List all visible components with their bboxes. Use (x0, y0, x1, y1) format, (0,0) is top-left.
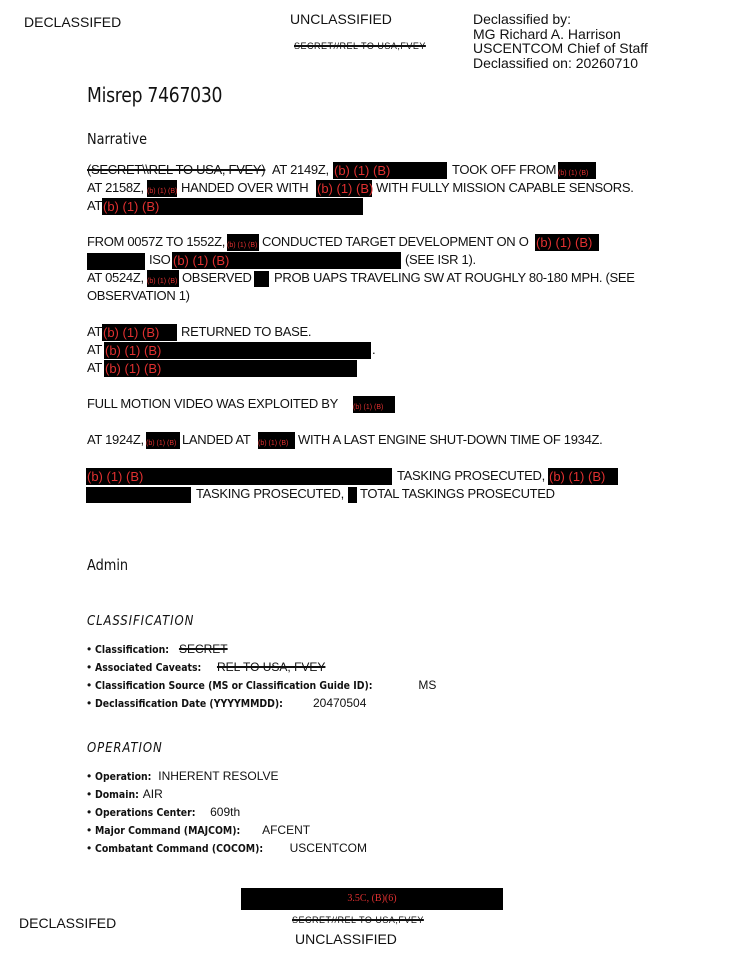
declassified-marking-top: DECLASSIFED (24, 14, 122, 30)
page-title: Misrep 7467030 (87, 83, 223, 107)
list-item: • Classification: SECRET (87, 642, 228, 656)
narrative-text: FULL MOTION VIDEO WAS EXPLOITED BY (87, 396, 339, 411)
redaction-label: (b) (1) (B) (173, 253, 230, 268)
redaction-block (147, 180, 177, 197)
narrative-text: TASKING PROSECUTED, (196, 486, 344, 501)
narrative-text: (SEE ISR 1). (405, 252, 476, 267)
narrative-text: AT 2149Z, (272, 162, 329, 177)
footer-redaction-label: 3.5C, (B)(6) (347, 893, 397, 904)
operations-center-value: 609th (210, 805, 241, 819)
narrative-text: . (372, 342, 376, 357)
redaction-block (104, 342, 371, 359)
declassified-by-name: MG Richard A. Harrison (473, 26, 621, 42)
redaction-label: (b) (1) (B) (227, 242, 258, 249)
declassification-date-label: Declassification Date (YYYYMMDD): (94, 697, 283, 710)
redaction-block (86, 468, 392, 485)
majcom-label: Major Command (MAJCOM): (94, 824, 240, 837)
classification-label: Classification: (94, 643, 169, 656)
list-item: • Major Command (MAJCOM): AFCENT (87, 823, 311, 837)
domain-value: AIR (142, 787, 163, 801)
redaction-label: (b) (1) (B) (317, 181, 374, 196)
redaction-label: (b) (1) (B) (334, 163, 391, 178)
redaction-block (146, 432, 180, 449)
redaction-label: (b) (1) (B) (146, 440, 177, 447)
narrative-text: FROM 0057Z TO 1552Z, (87, 234, 226, 249)
redaction-block (548, 468, 618, 485)
struck-classification-bottom: SECRET//REL TO USA,FVEY (292, 915, 424, 925)
caveats-value: REL TO USA, FVEY (216, 660, 326, 674)
narrative-text: RETURNED TO BASE. (181, 324, 312, 339)
majcom-value: AFCENT (262, 823, 311, 837)
narrative-text: TASKING PROSECUTED, (397, 468, 545, 483)
narrative-heading: Narrative (87, 130, 148, 148)
declassified-by-label: Declassified by: (473, 11, 572, 27)
cocom-label: Combatant Command (COCOM): (94, 842, 263, 855)
redaction-label: (b) (1) (B) (103, 325, 160, 340)
narrative-text: TOOK OFF FROM (452, 162, 557, 177)
narrative-text: AT 0524Z, (87, 270, 144, 285)
redaction-block (104, 360, 357, 377)
narrative-text: OBSERVED (182, 270, 252, 285)
redaction-block (227, 234, 259, 251)
redaction-block (348, 487, 357, 503)
list-item: • Associated Caveats: REL TO USA, FVEY (87, 660, 326, 674)
declassified-by-title: USCENTCOM Chief of Staff (473, 40, 648, 56)
list-item: • Declassification Date (YYYYMMDD): 20470504 (87, 696, 367, 710)
redaction-block (333, 162, 447, 179)
caveats-label: Associated Caveats: (94, 661, 201, 674)
declassified-on: Declassified on: 20260710 (473, 55, 639, 71)
struck-classification-top: SECRET//REL TO USA,FVEY (294, 41, 426, 51)
redaction-block (535, 234, 599, 251)
narrative-text: WITH FULLY MISSION CAPABLE SENSORS. (376, 180, 634, 195)
narrative-text: TOTAL TASKINGS PROSECUTED (360, 486, 555, 501)
narrative-text: AT (87, 342, 103, 357)
declassification-date-value: 20470504 (312, 696, 367, 710)
narrative-text: OBSERVATION 1) (87, 288, 190, 303)
narrative-text: HANDED OVER WITH (181, 180, 309, 195)
redaction-label: (b) (1) (B) (105, 343, 162, 358)
list-item: • Operations Center: 609th (87, 805, 241, 819)
redaction-label: (b) (1) (B) (549, 469, 606, 484)
redaction-label: (b) (1) (B) (536, 235, 593, 250)
classification-marking-bottom: UNCLASSIFIED (295, 931, 397, 947)
domain-label: Domain: (94, 788, 139, 801)
redaction-label: (b) (1) (B) (103, 199, 160, 214)
narrative-text: AT 2158Z, (87, 180, 144, 195)
cocom-value: USCENTCOM (289, 841, 367, 855)
narrative-text: AT (87, 324, 103, 339)
redaction-block (316, 180, 372, 197)
redaction-block (558, 162, 596, 179)
operation-label: Operation: (94, 770, 151, 783)
narrative-text: AT (87, 198, 103, 213)
narrative-text: AT (87, 360, 103, 375)
list-item: • Classification Source (MS or Classification Guide ID): MS (87, 678, 437, 692)
narrative-text: AT 1924Z, (87, 432, 144, 447)
narrative-struck-classification: (SECRET\\REL TO USA, FVEY) (87, 162, 266, 177)
redaction-block (254, 271, 269, 287)
redaction-label: (b) (1) (B) (258, 440, 289, 447)
narrative-text: ISO (149, 252, 171, 267)
narrative-text: CONDUCTED TARGET DEVELOPMENT ON O (262, 234, 529, 249)
narrative-text: PROB UAPS TRAVELING SW AT ROUGHLY 80-180 MPH. (SEE (274, 270, 635, 285)
redaction-block (172, 252, 401, 269)
redaction-label: (b) (1) (B) (147, 188, 178, 195)
redaction-block (353, 396, 395, 413)
redaction-label: (b) (1) (B) (353, 404, 384, 411)
redaction-block (258, 432, 295, 449)
redaction-block (102, 198, 363, 215)
redaction-block (102, 324, 177, 341)
classification-heading: CLASSIFICATION (87, 614, 195, 629)
classification-source-label: Classification Source (MS or Classification Guide ID): (94, 679, 373, 692)
classification-marking-top: UNCLASSIFIED (290, 11, 392, 27)
redaction-label: (b) (1) (B) (147, 278, 178, 285)
admin-heading: Admin (87, 556, 129, 574)
footer-redaction-block (241, 888, 503, 910)
operations-center-label: Operations Center: (94, 806, 196, 819)
redaction-block (86, 487, 191, 503)
narrative-text: LANDED AT (182, 432, 251, 447)
operation-value: INHERENT RESOLVE (158, 769, 279, 783)
operation-heading: OPERATION (87, 741, 163, 756)
list-item: • Operation: INHERENT RESOLVE (87, 769, 279, 783)
classification-source-value: MS (418, 678, 437, 692)
redaction-label: (b) (1) (B) (87, 469, 144, 484)
list-item: • Combatant Command (COCOM): USCENTCOM (87, 841, 367, 855)
classification-value: SECRET (178, 642, 228, 656)
narrative-text: WITH A LAST ENGINE SHUT-DOWN TIME OF 1934Z. (298, 432, 603, 447)
list-item: • Domain: AIR (87, 787, 163, 801)
redaction-block (87, 253, 145, 270)
redaction-label: (b) (1) (B) (558, 170, 589, 177)
redaction-block (147, 270, 179, 287)
redaction-label: (b) (1) (B) (105, 361, 162, 376)
declassified-marking-bottom: DECLASSIFED (19, 915, 117, 931)
